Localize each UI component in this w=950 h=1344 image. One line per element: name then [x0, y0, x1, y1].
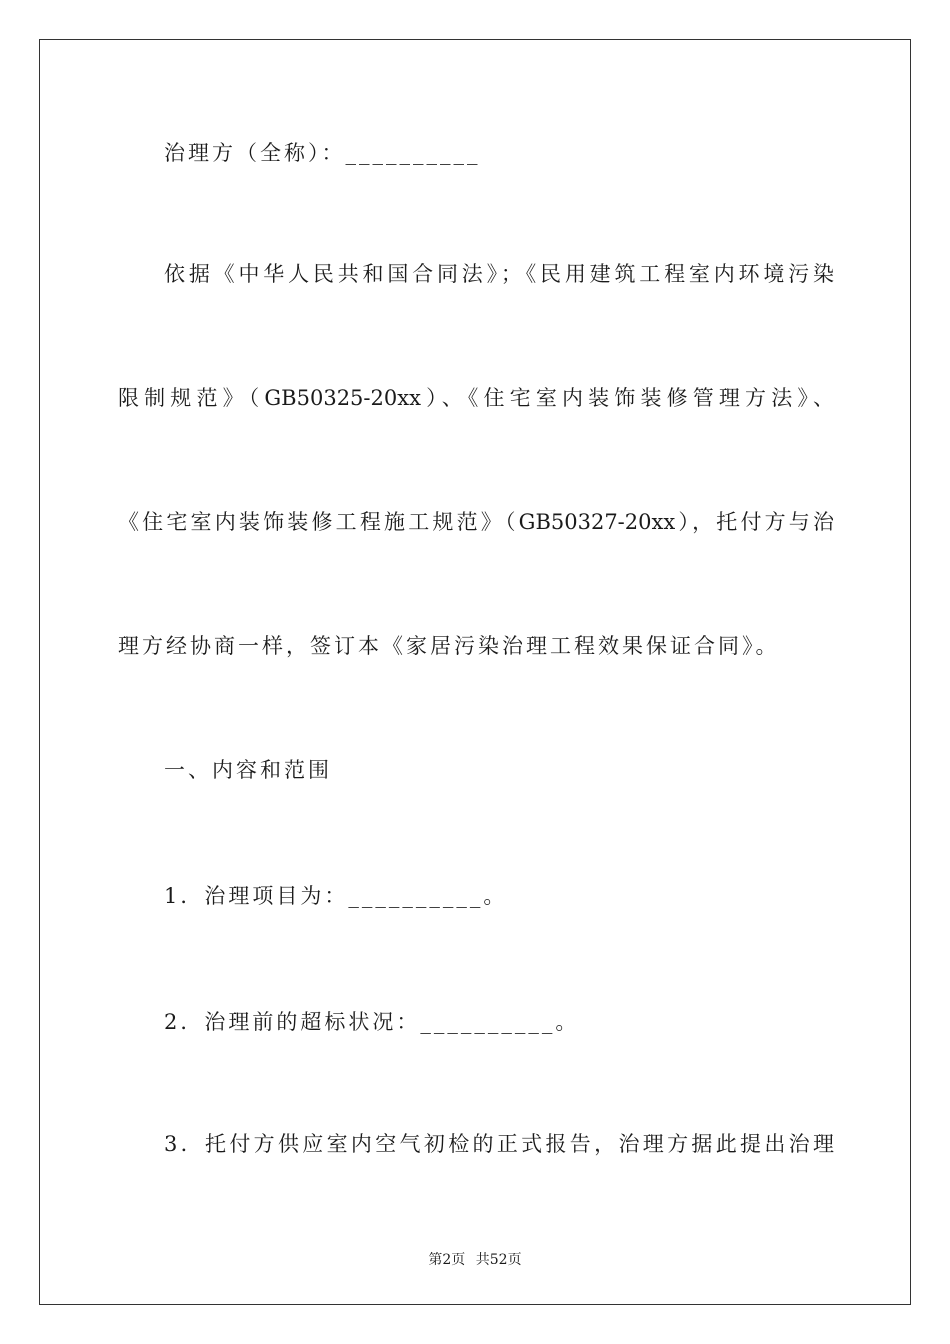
party-name-line: 治理方（全称）：__________	[164, 141, 481, 165]
page-total: 共52页	[475, 1252, 522, 1268]
paragraph-line: 依据《中华人民共和国合同法》；《民用建筑工程室内环境污染	[164, 262, 834, 286]
page-number: 第2页	[428, 1252, 466, 1268]
paragraph-line: 《住宅室内装饰装修工程施工规范》（GB50327-20xx），托付方与治	[118, 510, 834, 534]
page-border	[39, 39, 911, 1305]
list-item: 3．托付方供应室内空气初检的正式报告，治理方据此提出治理	[164, 1132, 834, 1156]
list-item: 1．治理项目为：__________。	[164, 884, 508, 908]
paragraph-line: 限制规范》（GB50325-20xx）、《住宅室内装饰装修管理方法》、	[118, 386, 834, 410]
section-heading: 一、内容和范围	[164, 758, 332, 782]
paragraph-line: 理方经协商一样，签订本《家居污染治理工程效果保证合同》。	[118, 634, 780, 658]
list-item: 2．治理前的超标状况：__________。	[164, 1010, 580, 1034]
page-footer	[0, 1249, 950, 1269]
